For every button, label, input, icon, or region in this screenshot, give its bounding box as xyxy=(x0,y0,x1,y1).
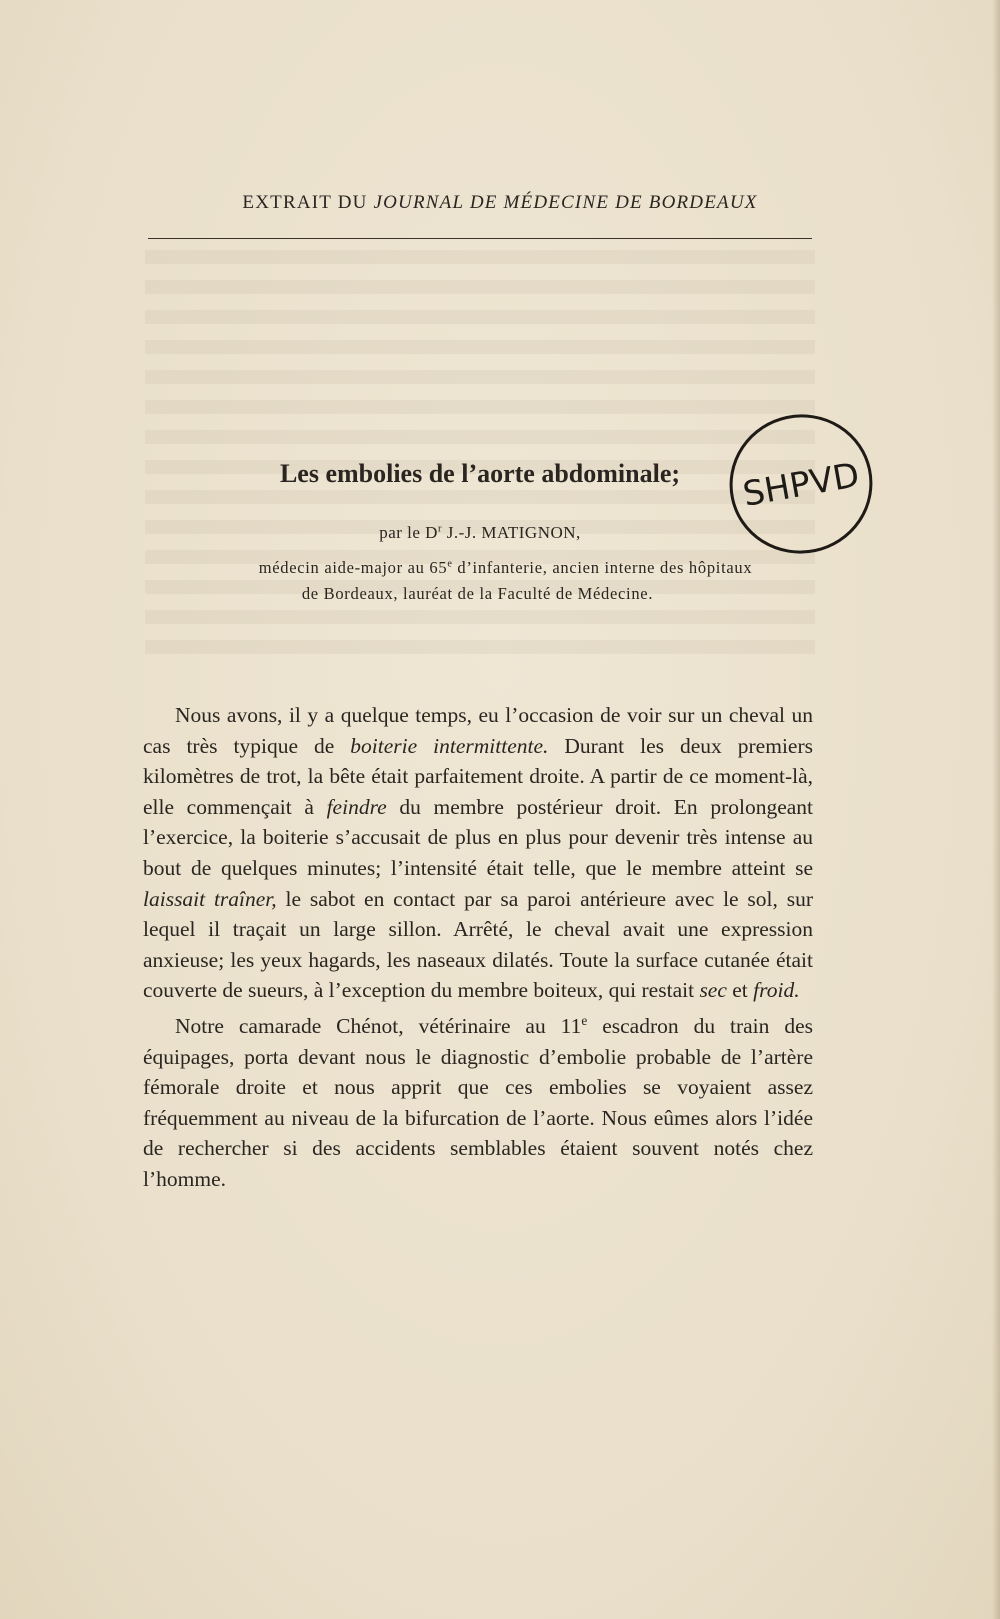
paragraph-1 xyxy=(143,700,813,1006)
journal-header xyxy=(0,192,1000,214)
italic-run: sec xyxy=(699,978,727,1003)
italic-run: froid. xyxy=(753,978,800,1003)
affiliation-superscript: e xyxy=(447,558,453,570)
text-run: escadron du train des équipages, porta devant nous le diagnostic d’embolie probable de l’artère fémorale droite et nous apprit que ces embolies se voyaient assez fréquemment au niveau de la bifurcation de l’aorte. Nous eûmes alors l’idée de rechercher si des accidents semblables étaient souvent notés chez l’homme. xyxy=(143,1014,814,1192)
affiliation-line-1 xyxy=(28,558,983,578)
author-name: J.-J. MATIGNON, xyxy=(441,523,581,542)
text-run: le sabot en contact par sa paroi antérieure avec le sol, sur lequel il traçait un large sillon. Arrêté, le cheval avait une expression anxieuse; les yeux hagards, les naseaux dilatés. Toute la surface cutanée était couverte de sueurs, à l’exception du membre boiteux, qui restait xyxy=(143,886,813,1003)
ordinal-superscript: e xyxy=(581,1012,588,1028)
text-run: Notre camarade Chénot, vétérinaire au 11 xyxy=(175,1014,582,1039)
text-run: Durant les deux premiers kilomètres de trot, la bête était parfaitement droite. A partir de ce moment-là, elle commençait à xyxy=(143,733,813,819)
affiliation-text-b: d’infanterie, ancien interne des hôpitaux xyxy=(452,558,753,577)
italic-run: feindre xyxy=(326,794,387,819)
journal-name: JOURNAL DE MÉDECINE DE BORDEAUX xyxy=(373,192,758,213)
byline-prefix: par le D xyxy=(379,523,438,542)
header-rule xyxy=(148,238,812,239)
stamp-text: SHPVD xyxy=(740,455,863,515)
affiliation-line-2: de Bordeaux, lauréat de la Faculté de Médecine. xyxy=(301,584,654,603)
header-prefix: EXTRAIT DU xyxy=(242,192,368,213)
article-title: Les embolies de l’aorte abdominale; xyxy=(279,459,681,488)
paragraph-2 xyxy=(143,1006,813,1195)
library-stamp xyxy=(725,408,877,560)
byline-superscript: r xyxy=(437,523,442,535)
text-run: du membre postérieur droit. En prolongeant l’exercice, la boiterie s’accusait de plus en plus pour devenir très intense au bout de quelques minutes; l’intensité était telle, que le membre atteint se xyxy=(143,794,814,880)
italic-run: laissait traîner, xyxy=(143,886,277,911)
article-body xyxy=(143,700,813,1195)
text-run: et xyxy=(726,978,754,1003)
affiliation-text-a: médecin aide-major au 65 xyxy=(258,558,448,577)
page-edge xyxy=(992,0,1000,1619)
text-run: Nous avons, il y a quelque temps, eu l’occasion de voir sur un cheval un cas très typique de xyxy=(143,703,813,758)
italic-run: boiterie intermittente. xyxy=(350,733,549,758)
